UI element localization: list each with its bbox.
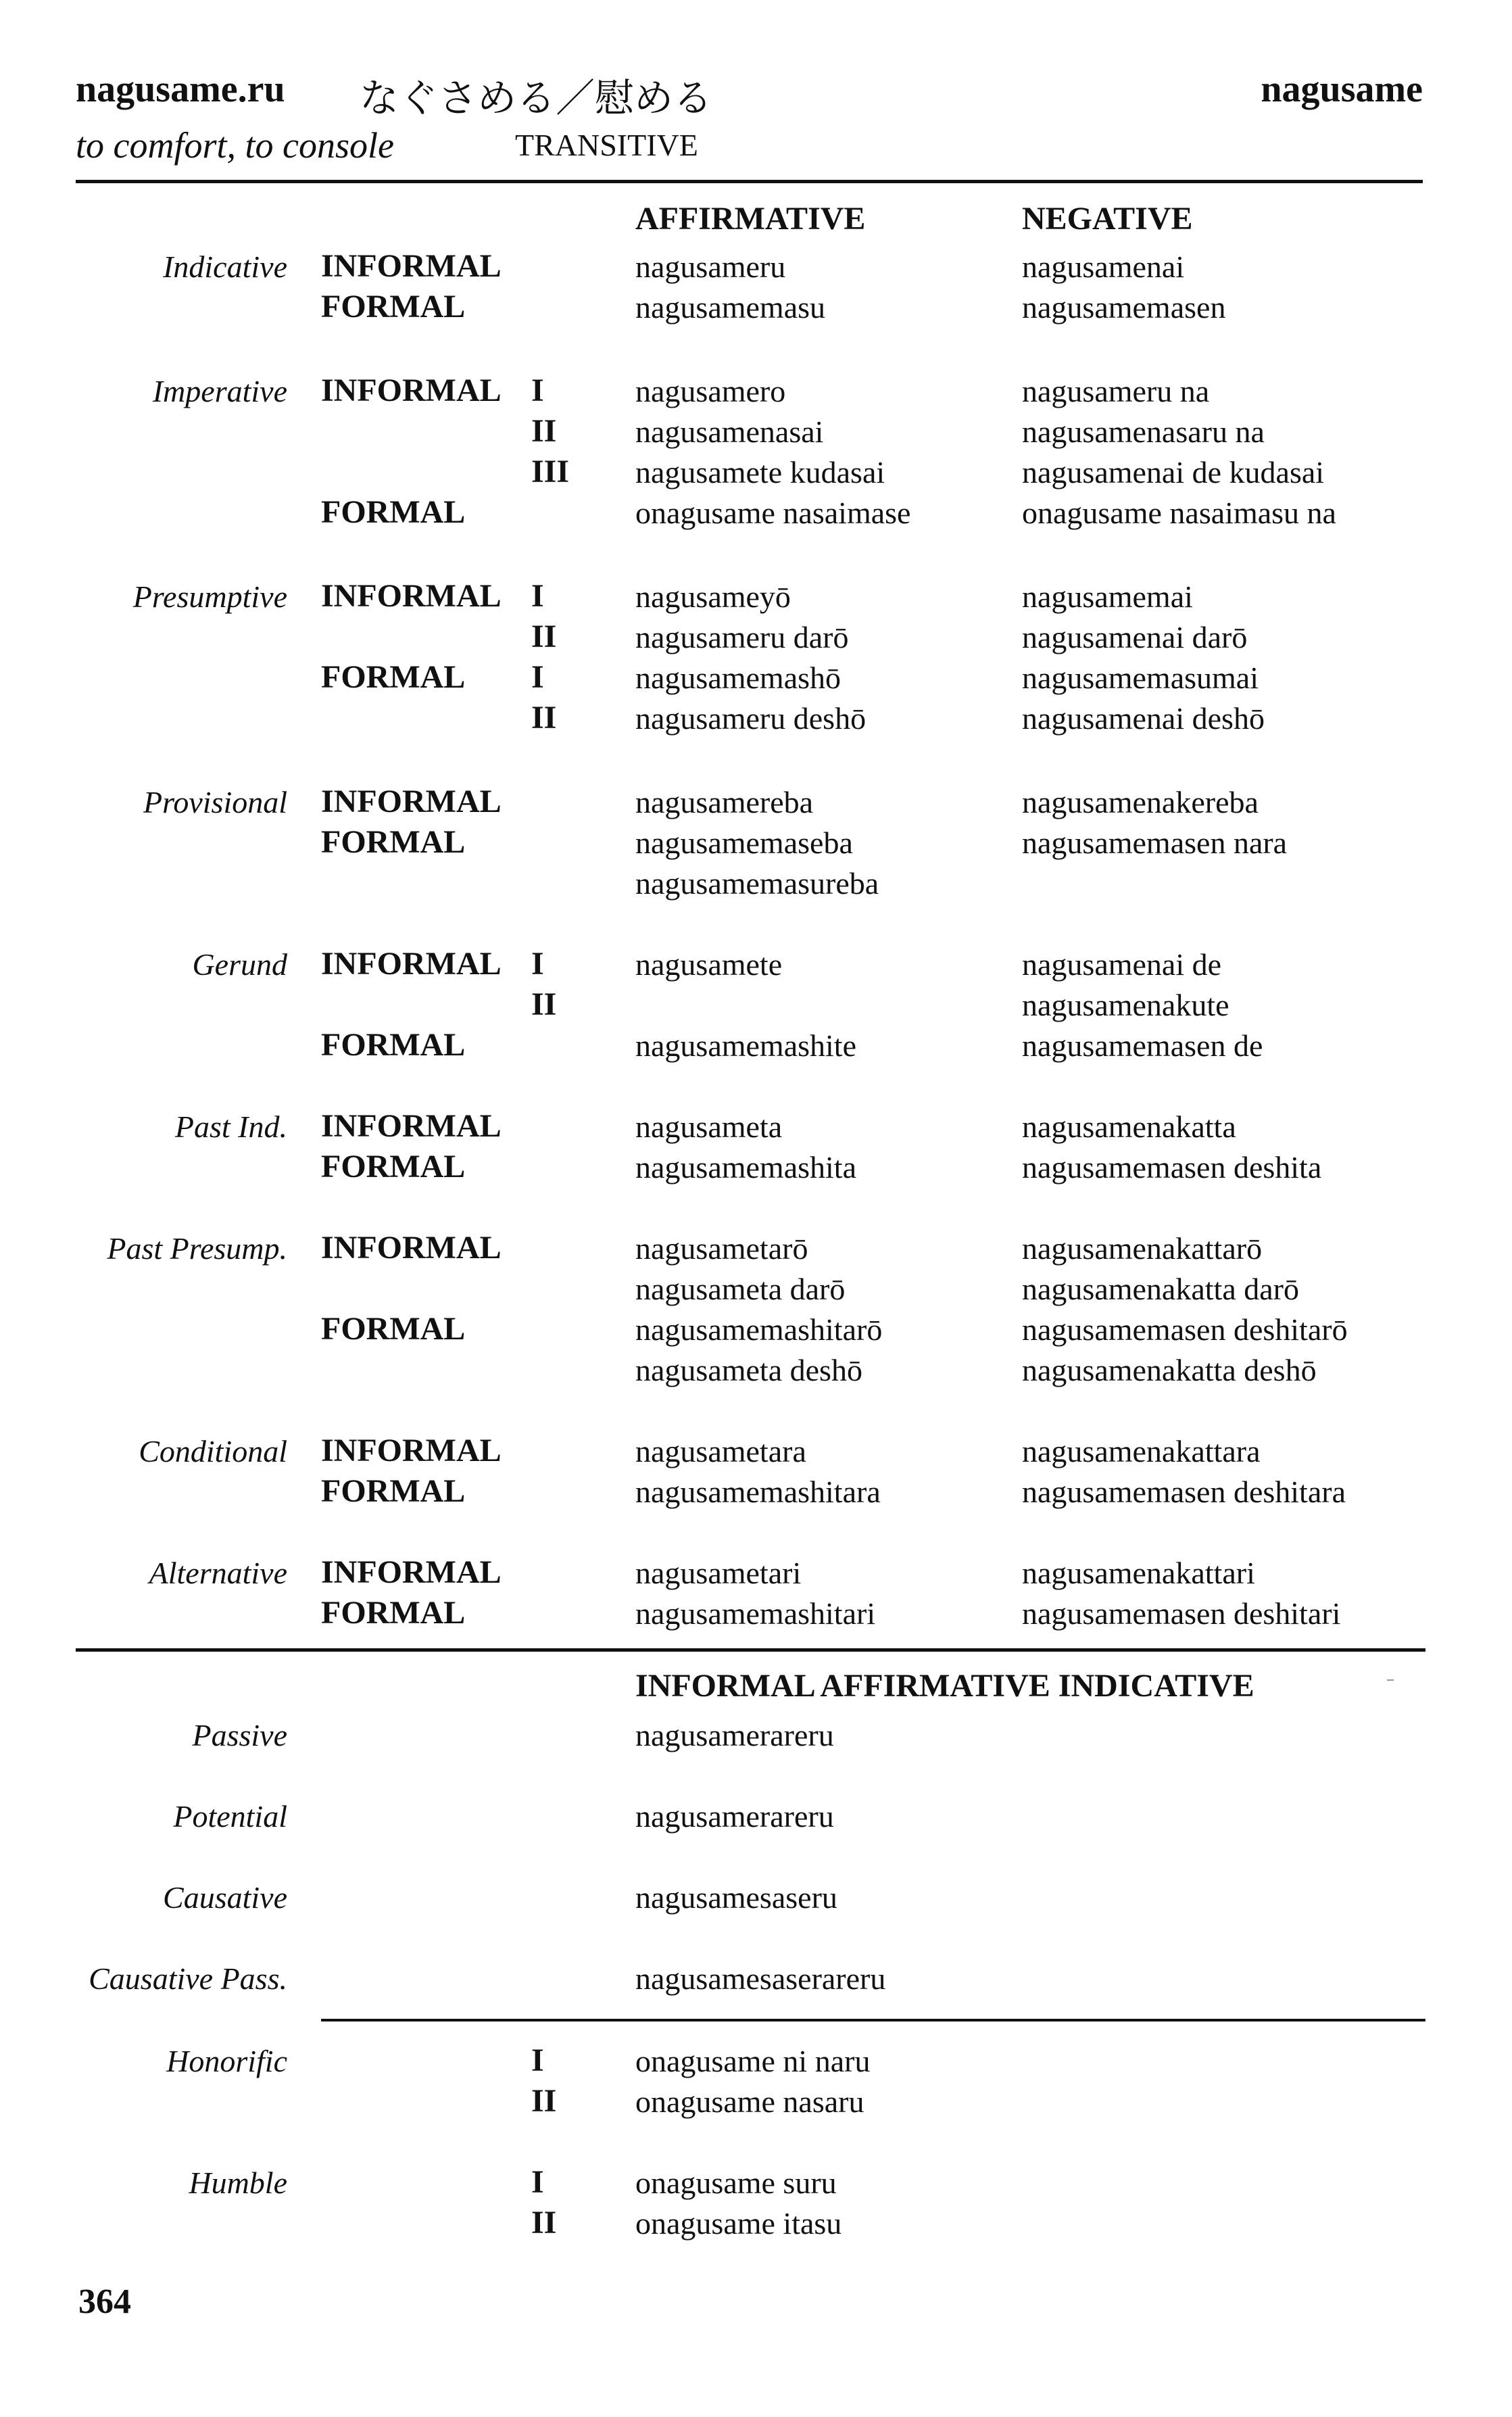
category-honorific: Honorific xyxy=(166,2044,287,2078)
negative-form: nagusamenakute xyxy=(1022,988,1229,1022)
category-humble: Humble xyxy=(189,2165,287,2200)
category-causative-passive: Causative Pass. xyxy=(89,1961,287,1996)
register-label: FORMAL xyxy=(321,1027,466,1063)
affirmative-form: nagusameyō xyxy=(635,579,791,614)
variant-number: III xyxy=(531,454,570,489)
section-rule xyxy=(76,1648,1425,1652)
negative-form: nagusamenai de xyxy=(1022,947,1222,982)
negative-form: nagusamenakatta deshō xyxy=(1022,1353,1317,1387)
variant-number: I xyxy=(531,946,544,982)
affirmative-form: nagusameta deshō xyxy=(635,1353,862,1387)
register-label: FORMAL xyxy=(321,824,466,860)
affirmative-form: nagusamenasai xyxy=(635,414,824,449)
variant-number: II xyxy=(531,413,557,449)
negative-form: nagusamenakatta darō xyxy=(1022,1272,1299,1306)
derived-form: nagusamesaserareru xyxy=(635,1961,886,1996)
negative-form: nagusamemasumai xyxy=(1022,661,1259,695)
affirmative-form: nagusamemaseba xyxy=(635,825,853,860)
register-label: INFORMAL xyxy=(321,578,502,614)
category-conditional: Conditional xyxy=(139,1434,287,1468)
affirmative-form: nagusameru deshō xyxy=(635,701,867,736)
negative-form: nagusameru na xyxy=(1022,374,1210,408)
negative-form: nagusamenai deshō xyxy=(1022,701,1265,736)
negative-form: nagusamemasen deshitarō xyxy=(1022,1312,1348,1347)
category-potential: Potential xyxy=(173,1799,287,1834)
category-provisional: Provisional xyxy=(143,785,287,819)
headword-kana: なぐさめる／慰める xyxy=(360,75,713,121)
affirmative-form: nagusamemashitara xyxy=(635,1475,881,1509)
variant-number: II xyxy=(531,2083,557,2119)
running-head: nagusame xyxy=(1261,68,1423,110)
affirmative-form: nagusametari xyxy=(635,1556,802,1590)
negative-form: onagusame nasaimasu na xyxy=(1022,496,1336,530)
variant-number: I xyxy=(531,2042,544,2078)
variant-number: I xyxy=(531,659,544,695)
affirmative-form: nagusamemashita xyxy=(635,1150,857,1184)
variant-number: II xyxy=(531,700,557,736)
affirmative-form: nagusameta xyxy=(635,1109,783,1144)
humble-form: onagusame itasu xyxy=(635,2206,842,2241)
category-indicative: Indicative xyxy=(163,249,287,284)
affirmative-heading: AFFIRMATIVE xyxy=(635,201,866,237)
category-presumptive: Presumptive xyxy=(132,579,287,614)
derived-form: nagusamesaseru xyxy=(635,1880,837,1915)
negative-form: nagusamenai darō xyxy=(1022,620,1248,654)
header-rule xyxy=(76,180,1423,183)
affirmative-form: nagusamereba xyxy=(635,785,814,819)
affirmative-form: nagusamemashō xyxy=(635,661,842,695)
negative-form: nagusamenakattari xyxy=(1022,1556,1255,1590)
register-label: INFORMAL xyxy=(321,1433,502,1468)
register-label: INFORMAL xyxy=(321,946,502,982)
register-label: INFORMAL xyxy=(321,248,502,284)
negative-form: nagusamemasen deshitara xyxy=(1022,1475,1346,1509)
affirmative-form: nagusamero xyxy=(635,374,786,408)
affirmative-form: nagusamemasureba xyxy=(635,866,879,901)
headword: nagusame.ru xyxy=(76,68,285,110)
negative-form: nagusamenakattara xyxy=(1022,1434,1261,1468)
register-label: FORMAL xyxy=(321,659,466,695)
affirmative-form: nagusamemasu xyxy=(635,290,826,325)
negative-form: nagusamenakatta xyxy=(1022,1109,1236,1144)
category-gerund: Gerund xyxy=(192,947,287,982)
category-past-presumptive: Past Presump. xyxy=(107,1231,287,1266)
negative-form: nagusamemasen deshita xyxy=(1022,1150,1322,1184)
register-label: FORMAL xyxy=(321,1149,466,1184)
affirmative-form: nagusamemashitari xyxy=(635,1596,876,1631)
category-causative: Causative xyxy=(163,1880,287,1915)
category-alternative: Alternative xyxy=(149,1556,287,1590)
negative-form: nagusamenasaru na xyxy=(1022,414,1265,449)
negative-form: nagusamemasen de xyxy=(1022,1028,1263,1063)
affirmative-form: nagusameta darō xyxy=(635,1272,846,1306)
negative-form: nagusamemasen nara xyxy=(1022,825,1288,860)
affirmative-form: nagusameru xyxy=(635,249,786,284)
variant-number: I xyxy=(531,373,544,408)
derived-form: nagusamerareru xyxy=(635,1718,834,1752)
register-label: INFORMAL xyxy=(321,1554,502,1590)
register-label: FORMAL xyxy=(321,289,466,325)
category-imperative: Imperative xyxy=(152,374,287,408)
humble-form: onagusame suru xyxy=(635,2165,837,2200)
negative-heading: NEGATIVE xyxy=(1022,201,1193,237)
informal-affirmative-indicative-heading: INFORMAL AFFIRMATIVE INDICATIVE xyxy=(635,1668,1254,1704)
negative-form: nagusamenai xyxy=(1022,249,1185,284)
affirmative-form: nagusametarō xyxy=(635,1231,808,1266)
register-label: FORMAL xyxy=(321,494,466,530)
transitivity: TRANSITIVE xyxy=(515,128,698,162)
derived-form: nagusamerareru xyxy=(635,1799,834,1834)
variant-number: II xyxy=(531,2205,557,2241)
affirmative-form: onagusame nasaimase xyxy=(635,496,911,530)
register-label: INFORMAL xyxy=(321,373,502,408)
negative-form: nagusamemasen deshitari xyxy=(1022,1596,1341,1631)
negative-form: nagusamenakattarō xyxy=(1022,1231,1263,1266)
variant-number: I xyxy=(531,2164,544,2200)
category-past-indicative: Past Ind. xyxy=(174,1109,287,1144)
register-label: INFORMAL xyxy=(321,1108,502,1144)
honorific-form: onagusame nasaru xyxy=(635,2084,864,2119)
register-label: FORMAL xyxy=(321,1311,466,1347)
affirmative-form: nagusamete xyxy=(635,947,783,982)
negative-form: nagusamemasen xyxy=(1022,290,1226,325)
variant-number: I xyxy=(531,578,544,614)
honorific-rule xyxy=(321,2019,1425,2021)
honorific-form: onagusame ni naru xyxy=(635,2044,871,2078)
meaning: to comfort, to console xyxy=(76,125,394,166)
speck xyxy=(1387,1679,1394,1681)
register-label: INFORMAL xyxy=(321,784,502,819)
negative-form: nagusamenakereba xyxy=(1022,785,1259,819)
affirmative-form: nagusamemashitarō xyxy=(635,1312,883,1347)
variant-number: II xyxy=(531,986,557,1022)
variant-number: II xyxy=(531,619,557,654)
affirmative-form: nagusametara xyxy=(635,1434,806,1468)
register-label: FORMAL xyxy=(321,1473,466,1509)
register-label: INFORMAL xyxy=(321,1230,502,1266)
negative-form: nagusamenai de kudasai xyxy=(1022,455,1325,489)
page-number: 364 xyxy=(78,2282,131,2321)
category-passive: Passive xyxy=(192,1718,287,1752)
affirmative-form: nagusamemashite xyxy=(635,1028,857,1063)
negative-form: nagusamemai xyxy=(1022,579,1193,614)
register-label: FORMAL xyxy=(321,1595,466,1631)
affirmative-form: nagusameru darō xyxy=(635,620,849,654)
affirmative-form: nagusamete kudasai xyxy=(635,455,885,489)
